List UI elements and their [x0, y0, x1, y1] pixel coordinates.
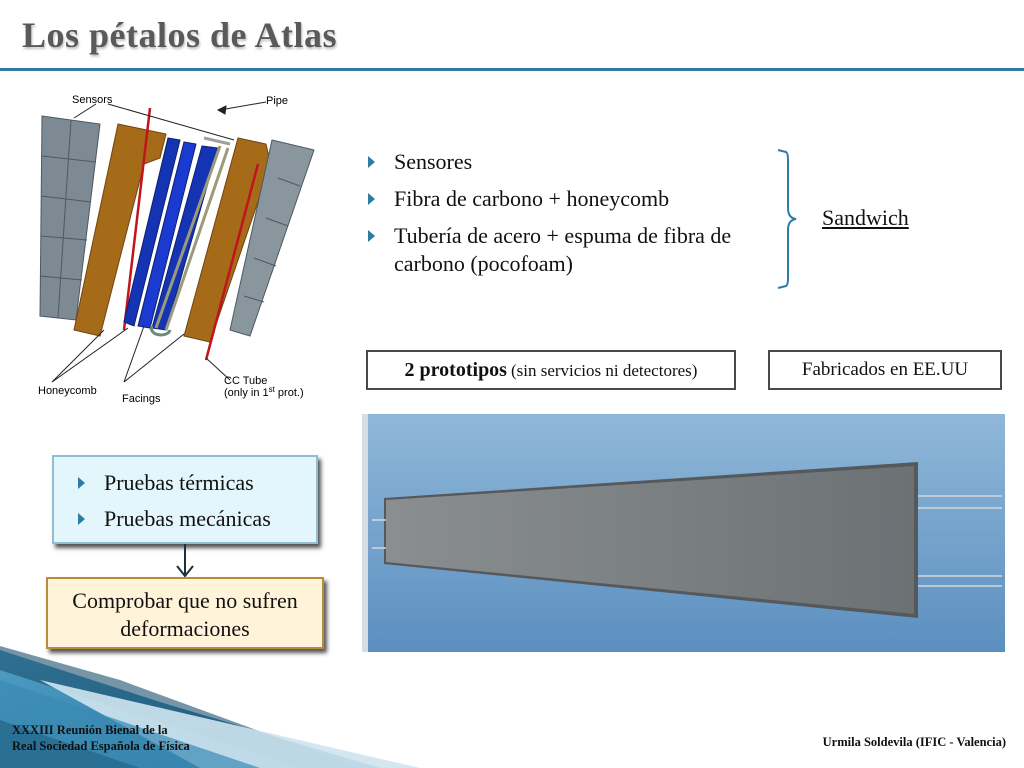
- right-brace: [776, 148, 806, 290]
- bullet-arrow-icon: [78, 477, 85, 489]
- footer-event: XXXIII Reunión Bienal de la Real Sociedad Española de Física: [12, 723, 190, 753]
- label-cc-tube: CC Tube: [224, 375, 268, 387]
- title-underline: [0, 68, 1024, 71]
- prototypes-count: 2 prototipos: [404, 359, 507, 381]
- down-arrow-icon: [170, 544, 200, 580]
- bullet-arrow-icon: [368, 230, 375, 242]
- petal-exploded-diagram: [34, 90, 324, 405]
- slide-title: Los pétalos de Atlas: [22, 15, 338, 55]
- bullet-arrow-icon: [368, 156, 375, 168]
- bullet-arrow-icon: [368, 193, 375, 205]
- label-facings: Facings: [122, 393, 161, 405]
- prototypes-box: [366, 350, 736, 390]
- prototypes-note: (sin servicios ni detectores): [510, 361, 698, 380]
- conclusion-box: Comprobar que no sufren deformaciones: [46, 577, 324, 649]
- label-honeycomb: Honeycomb: [38, 385, 97, 397]
- fabrication-box: Fabricados en EE.UU: [768, 350, 1002, 390]
- tests-box: [52, 455, 318, 544]
- component-list: [366, 148, 776, 287]
- label-sensors: Sensors: [72, 94, 113, 106]
- list-item: Sensores: [366, 148, 776, 176]
- list-item: Fibra de carbono + honeycomb: [366, 185, 776, 213]
- petal-prototype-photo: [362, 414, 1005, 652]
- bullet-arrow-icon: [78, 513, 85, 525]
- footer-author: Urmila Soldevila (IFIC - Valencia): [822, 735, 1006, 749]
- list-item: Tubería de acero + espuma de fibra de carbono (pocofoam): [366, 222, 776, 278]
- label-cc-tube-note: (only in 1st prot.): [224, 385, 304, 399]
- sandwich-label: Sandwich: [822, 205, 909, 230]
- list-item: Pruebas térmicas: [54, 465, 316, 501]
- list-item: Pruebas mecánicas: [54, 501, 316, 537]
- label-pipe: Pipe: [266, 95, 289, 107]
